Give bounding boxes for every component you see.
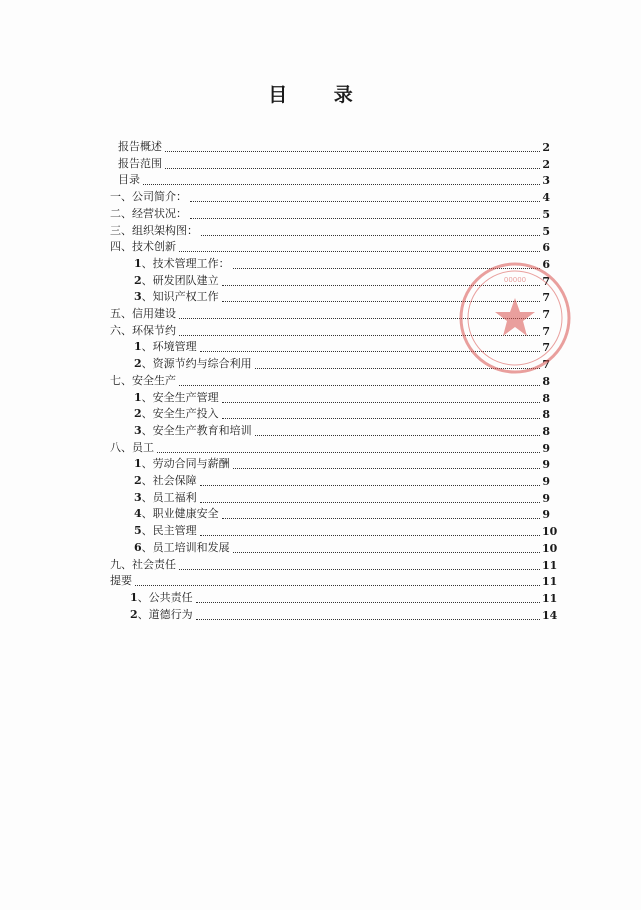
toc-entry[interactable]	[110, 188, 550, 204]
toc-entry-number: 2	[134, 474, 142, 487]
toc-page-number: 11	[542, 558, 558, 572]
toc-entry-label	[110, 556, 178, 572]
toc-entry-label	[134, 338, 199, 354]
toc-dot-leader	[157, 440, 540, 453]
toc-entry-text: 、员工福利	[141, 490, 197, 504]
toc-entry-number: 1	[134, 457, 142, 471]
svg-text:00000: 00000	[503, 276, 527, 284]
toc-entry-text: 、民主管理	[141, 524, 197, 538]
toc-page-number: 2	[542, 141, 550, 154]
toc-page-number: 7	[542, 291, 550, 305]
toc-entry-text: 报告范围	[118, 156, 162, 170]
toc-entry-text: 五、信用建设	[110, 307, 176, 320]
toc-entry-number: 5	[134, 524, 142, 538]
toc-page-number: 11	[542, 575, 558, 589]
toc-page-number: 6	[542, 257, 550, 271]
toc-entry-label	[110, 322, 178, 338]
toc-entry[interactable]	[110, 572, 558, 589]
toc-entry-text: 四、技术创新	[110, 240, 176, 254]
toc-entry-text: 九、社会责任	[110, 557, 176, 571]
toc-page-number: 9	[542, 441, 550, 455]
toc-entry[interactable]	[134, 422, 550, 438]
toc-page-number: 7	[542, 341, 550, 355]
toc-dot-leader	[135, 573, 540, 586]
toc-entry-label	[134, 288, 221, 304]
toc-page-number: 8	[542, 374, 550, 388]
toc-entry[interactable]	[134, 405, 550, 421]
toc-page-number: 6	[542, 241, 550, 255]
toc-page-number: 8	[542, 424, 550, 438]
toc-page-number: 3	[542, 174, 550, 188]
toc-entry-label	[134, 389, 221, 405]
toc-page-number: 2	[542, 157, 550, 171]
company-seal-stamp	[455, 258, 575, 378]
toc-entry-label	[118, 138, 164, 154]
toc-dot-leader	[196, 590, 540, 603]
toc-entry-text: 提要	[110, 574, 132, 588]
toc-entry-number: 3	[134, 423, 142, 437]
toc-entry-text: 目录	[118, 173, 140, 187]
toc-page-number: 7	[542, 308, 550, 321]
toc-entry-label	[118, 171, 142, 187]
toc-dot-leader	[201, 223, 540, 236]
toc-entry[interactable]	[118, 171, 550, 187]
toc-dot-leader	[233, 456, 540, 469]
toc-dot-leader	[190, 206, 540, 219]
toc-entry-text: 、安全生产教育和培训	[141, 423, 252, 437]
toc-entry-label	[134, 489, 199, 505]
toc-entry-number: 4	[134, 507, 142, 521]
toc-entry-label	[118, 155, 164, 171]
toc-entry[interactable]	[134, 389, 550, 405]
toc-page-number: 5	[542, 207, 550, 221]
toc-page-number: 9	[542, 491, 550, 505]
toc-page-number: 11	[542, 591, 558, 605]
toc-page-number: 9	[542, 475, 550, 488]
toc-dot-leader	[143, 172, 540, 185]
toc-entry-label	[110, 222, 200, 238]
toc-entry-text: 、安全生产投入	[141, 407, 219, 421]
toc-page-number: 8	[542, 408, 550, 422]
toc-entry-number: 1	[130, 590, 138, 604]
toc-dot-leader	[196, 607, 540, 620]
toc-entry-number: 2	[134, 407, 142, 421]
toc-entry-text: 、员工培训和发展	[141, 540, 230, 554]
toc-entry-label	[110, 572, 134, 588]
toc-entry-text: 六、环保节约	[110, 323, 176, 337]
toc-entry[interactable]	[134, 505, 550, 521]
toc-entry-label	[130, 589, 195, 605]
toc-entry-label	[134, 272, 221, 288]
toc-entry[interactable]	[110, 238, 550, 254]
toc-page-number: 5	[542, 224, 550, 238]
toc-entry[interactable]	[118, 155, 550, 171]
toc-entry-label	[130, 606, 195, 622]
toc-entry-number: 1	[134, 256, 142, 270]
toc-entry-label	[110, 188, 189, 204]
toc-entry-label	[134, 355, 254, 371]
toc-entry[interactable]	[130, 606, 558, 622]
toc-entry-text: 三、组织架构图：	[110, 223, 198, 237]
toc-entry-text: 、研发团队建立	[141, 273, 219, 287]
toc-entry-number: 2	[134, 273, 142, 287]
toc-entry-label	[110, 372, 178, 388]
toc-entry[interactable]	[134, 455, 550, 471]
toc-entry-text: 二、经营状况：	[110, 206, 187, 220]
toc-entry-number: 1	[134, 390, 142, 404]
toc-entry-text: 七、安全生产	[110, 373, 176, 387]
toc-page-number: 7	[542, 274, 550, 288]
toc-entry-number: 2	[130, 607, 138, 621]
toc-dot-leader	[233, 540, 540, 553]
toc-dot-leader	[165, 156, 540, 169]
toc-dot-leader	[200, 490, 540, 503]
toc-dot-leader	[200, 473, 540, 486]
toc-dot-leader	[200, 523, 540, 536]
toc-entry-label	[134, 539, 232, 555]
toc-page-number: 4	[542, 191, 550, 205]
toc-entry[interactable]	[134, 472, 550, 488]
toc-page-number: 14	[542, 608, 558, 622]
toc-entry-text: 一、公司简介：	[110, 190, 187, 204]
toc-entry-number: 3	[134, 490, 142, 504]
toc-entry-text: 报告概述	[118, 140, 162, 153]
toc-entry-label	[134, 405, 221, 421]
toc-entry[interactable]	[110, 222, 550, 238]
toc-entry-number: 6	[134, 540, 142, 554]
toc-entry[interactable]	[110, 205, 550, 221]
toc-page-number: 10	[542, 541, 558, 555]
toc-entry-text: 、技术管理工作：	[141, 256, 230, 270]
toc-entry-text: 、环境管理	[141, 340, 197, 354]
toc-page-number: 7	[542, 324, 550, 338]
toc-dot-leader	[179, 557, 540, 570]
toc-entry-number: 3	[134, 290, 142, 304]
toc-entry-number: 1	[134, 340, 142, 354]
toc-dot-leader	[165, 139, 540, 152]
toc-entry[interactable]	[130, 589, 558, 605]
toc-entry[interactable]	[118, 138, 550, 154]
toc-entry-label	[134, 522, 199, 538]
toc-entry-text: 八、员工	[110, 440, 154, 454]
toc-dot-leader	[222, 390, 540, 403]
toc-page-number: 7	[542, 358, 550, 372]
toc-dot-leader	[179, 239, 540, 252]
toc-entry-text: 、安全生产管理	[141, 390, 219, 404]
toc-dot-leader	[190, 189, 540, 202]
toc-entry-text: 、资源节约与综合利用	[141, 357, 252, 371]
toc-entry-label	[134, 422, 254, 438]
toc-entry-label	[134, 455, 232, 471]
toc-dot-leader	[255, 423, 540, 436]
toc-entry[interactable]	[110, 556, 558, 572]
toc-entry-label	[134, 505, 221, 521]
toc-entry-text: 、知识产权工作	[141, 290, 219, 304]
toc-entry-label	[110, 305, 178, 321]
toc-entry-label	[134, 255, 232, 271]
toc-entry-label	[110, 205, 189, 221]
toc-entry-label	[110, 439, 156, 455]
toc-page-number: 9	[542, 508, 550, 522]
toc-page-number: 10	[542, 525, 558, 539]
toc-entry[interactable]	[134, 522, 558, 539]
toc-page-number: 9	[542, 458, 550, 472]
toc-entry-text: 、职业健康安全	[141, 507, 219, 521]
toc-page-number: 8	[542, 391, 550, 405]
toc-entry-label	[134, 472, 199, 488]
toc-entry[interactable]	[134, 539, 558, 555]
toc-dot-leader	[222, 406, 540, 419]
toc-entry-text: 、社会保障	[141, 474, 197, 487]
page-title: 目 录	[268, 84, 373, 106]
toc-entry-text: 、劳动合同与薪酬	[141, 457, 230, 471]
toc-entry-number: 2	[134, 357, 142, 371]
toc-entry[interactable]	[134, 489, 550, 505]
toc-dot-leader	[222, 506, 540, 519]
toc-entry-text: 、公共责任	[137, 590, 193, 604]
toc-entry-text: 、道德行为	[137, 607, 193, 621]
toc-entry-label	[110, 238, 178, 254]
toc-entry[interactable]	[110, 439, 550, 455]
